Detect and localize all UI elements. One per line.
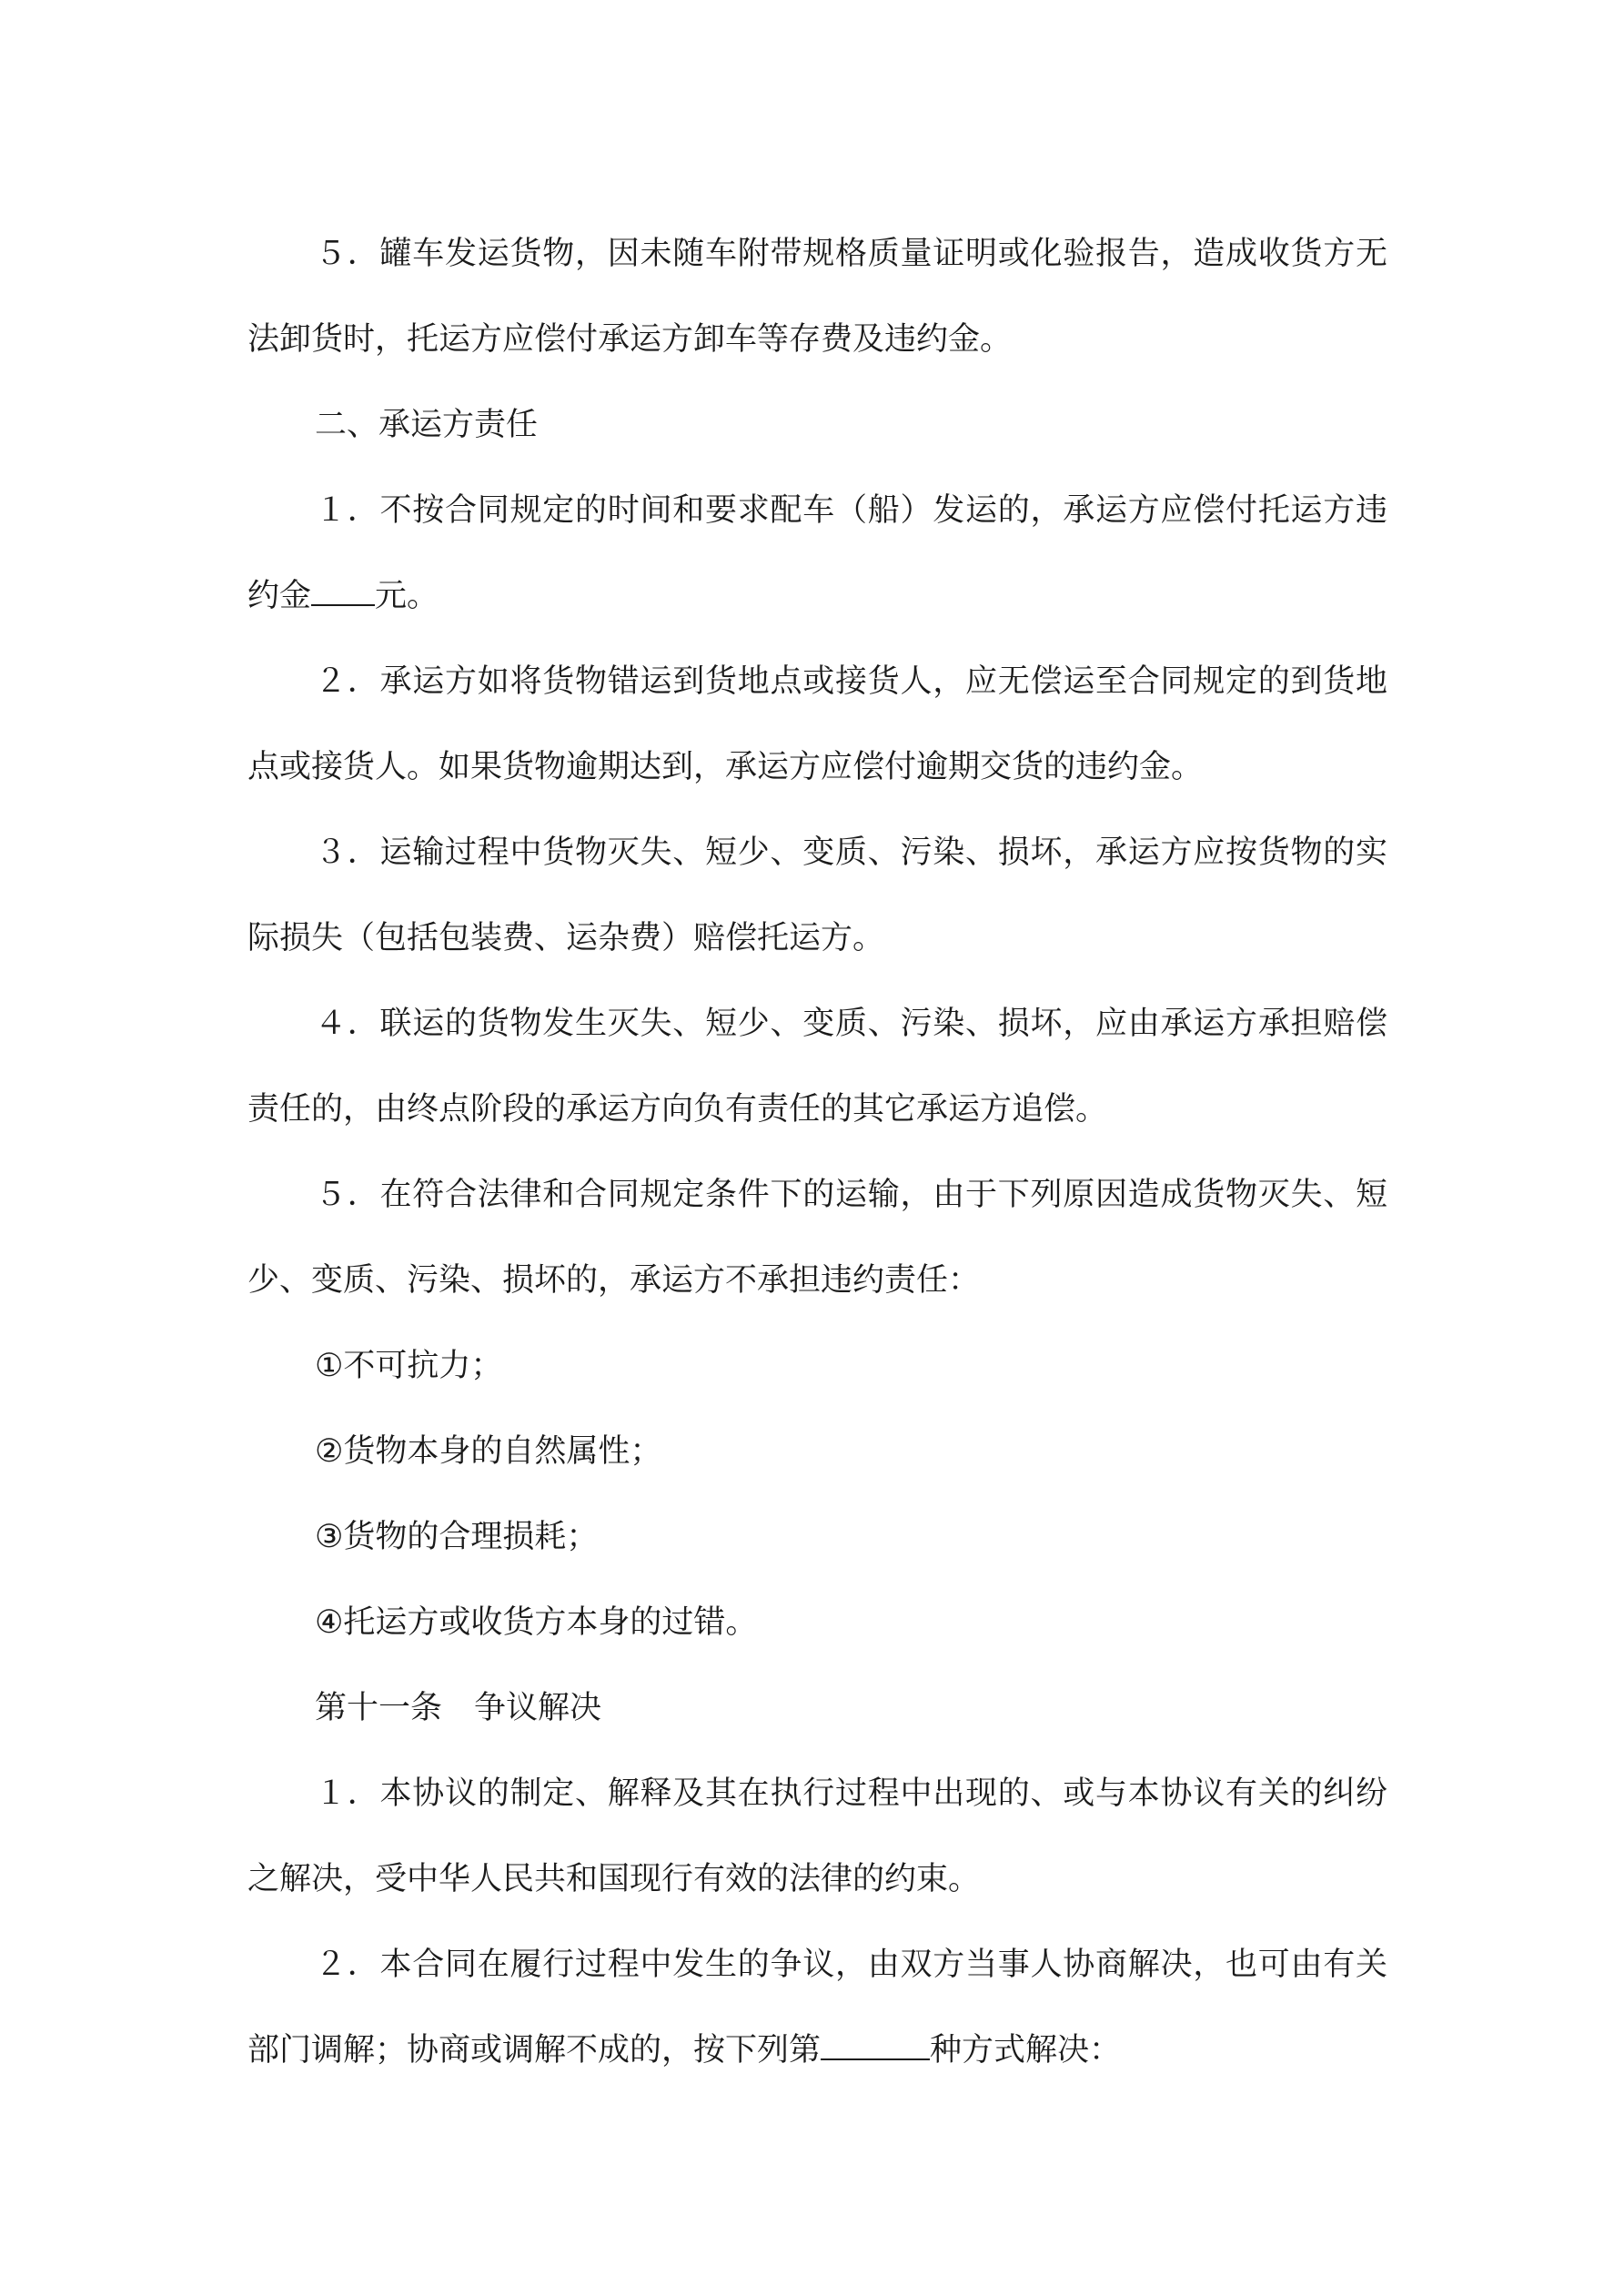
section-heading-carrier-liability: 二、承运方责任 bbox=[315, 407, 539, 443]
clause-text: ２．本合同在履行过程中发生的争议，由双方当事人协商解决，也可由有关部门调解；协商或调解不成的，按下列第 bbox=[247, 1947, 1387, 2068]
paragraph-dispute-clause-2 bbox=[247, 1922, 1387, 2093]
clause-text-tail: 种方式解决： bbox=[930, 2032, 1122, 2068]
paragraph-carrier-clause-1 bbox=[247, 468, 1387, 639]
paragraph-carrier-clause-4: ４．联运的货物发生灭失、短少、变质、污染、损坏，应由承运方承担赔偿责任的，由终点阶段的承运方向负有责任的其它承运方追偿。 bbox=[247, 1006, 1387, 1128]
list-item-natural-property: ②货物本身的自然属性； bbox=[315, 1433, 662, 1470]
paragraph-dispute-clause-1: １．本协议的制定、解释及其在执行过程中出现的、或与本协议有关的纠纷之解决，受中华人民共和国现行有效的法律的约束。 bbox=[247, 1775, 1387, 1897]
article-heading-dispute-resolution: 第十一条 争议解决 bbox=[315, 1690, 602, 1726]
list-item-reasonable-loss: ③货物的合理损耗； bbox=[315, 1519, 599, 1555]
document-page bbox=[247, 211, 1387, 2093]
list-item-shipper-fault: ④托运方或收货方本身的过错。 bbox=[315, 1604, 758, 1641]
clause-text: １．不按合同规定的时间和要求配车（船）发运的，承运方应偿付托运方违约金 bbox=[247, 492, 1387, 614]
list-item-force-majeure: ①不可抗力； bbox=[315, 1348, 503, 1384]
blank-amount-field bbox=[311, 577, 375, 606]
paragraph-tank-car-clause: ５．罐车发运货物，因未随车附带规格质量证明或化验报告，造成收货方无法卸货时，托运方应偿付承运方卸车等存费及违约金。 bbox=[247, 236, 1387, 358]
paragraph-carrier-clause-2: ２．承运方如将货物错运到货地点或接货人，应无偿运至合同规定的到货地点或接货人。如果货物逾期达到，承运方应偿付逾期交货的违约金。 bbox=[247, 663, 1387, 785]
blank-method-field bbox=[821, 2031, 930, 2060]
paragraph-carrier-clause-5: ５．在符合法律和合同规定条件下的运输，由于下列原因造成货物灭失、短少、变质、污染、损坏的，承运方不承担违约责任： bbox=[247, 1177, 1387, 1299]
paragraph-carrier-clause-3: ３．运输过程中货物灭失、短少、变质、污染、损坏，承运方应按货物的实际损失（包括包装费、运杂费）赔偿托运方。 bbox=[247, 834, 1387, 956]
clause-text-tail: 元。 bbox=[375, 578, 439, 614]
